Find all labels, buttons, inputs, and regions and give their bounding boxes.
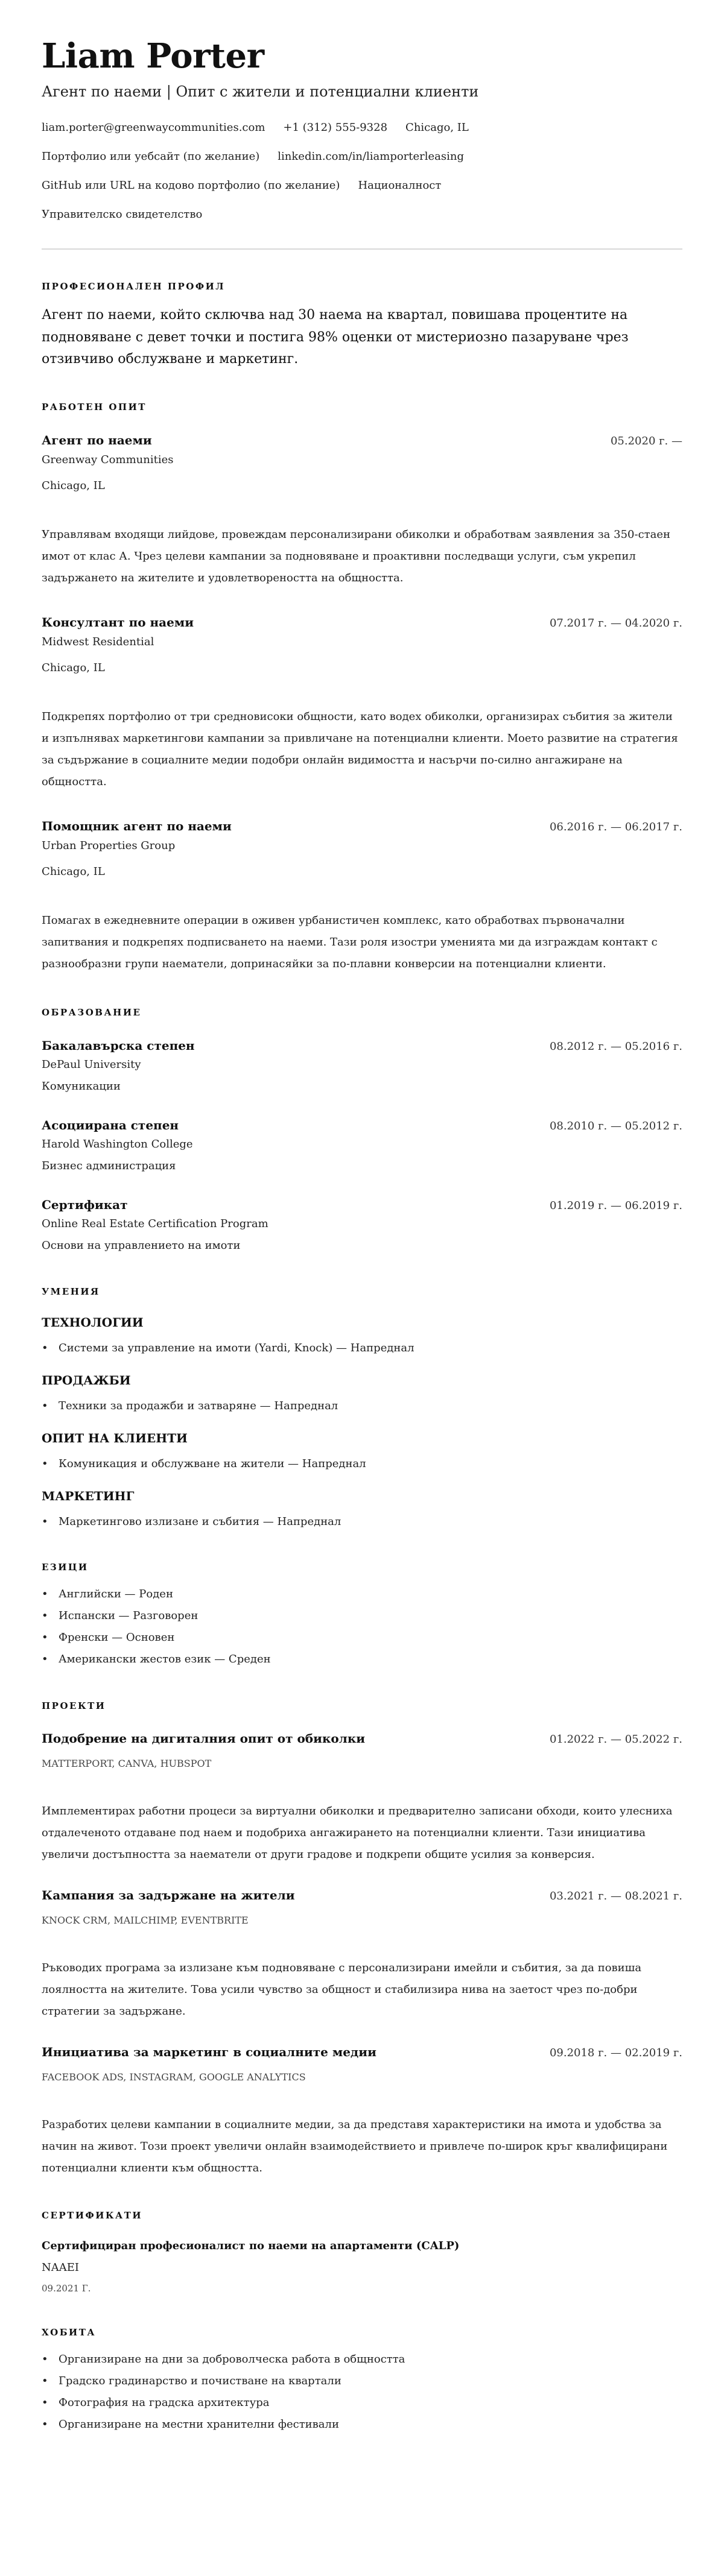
job-company: Greenway Communities [42, 453, 174, 466]
field-of-study: Бизнес администрация [42, 1159, 176, 1172]
contact-linkedin[interactable]: linkedin.com/in/liamporterleasing [278, 150, 465, 163]
skill-list [42, 1337, 682, 1359]
resume [0, 37, 724, 2436]
skill-item: • Маркетингово излизане и събития — Напреднал [42, 1511, 682, 1533]
education-entry [42, 1116, 682, 1178]
project-title: Инициатива за маркетинг в социалните медии [42, 2044, 376, 2059]
school-name: DePaul University [42, 1058, 141, 1071]
contact-license: Управителско свидетелство [42, 208, 203, 221]
job-dates: 07.2017 г. — 04.2020 г. [549, 616, 682, 630]
contact-email[interactable]: liam.porter@greenwaycommunities.com [42, 121, 265, 134]
languages-list [42, 1583, 682, 1670]
skill-list [42, 1395, 682, 1417]
education-list [42, 1036, 682, 1258]
certification-item [42, 2237, 682, 2297]
degree-title: Асоциирана степен [42, 1117, 179, 1132]
school-name: Online Real Estate Certification Program [42, 1217, 268, 1230]
project-dates: 03.2021 г. — 08.2021 г. [549, 1889, 682, 1902]
project-title: Кампания за задържане на жители [42, 1887, 295, 1902]
language-item: • Английски — Роден [42, 1583, 682, 1605]
projects-list [42, 1729, 682, 2179]
experience-list [42, 431, 682, 975]
job-dates: 06.2016 г. — 06.2017 г. [549, 820, 682, 833]
job-entry [42, 431, 682, 589]
degree-title: Сертификат [42, 1197, 128, 1212]
hobby-item: • Фотография на градска архитектура [42, 2392, 682, 2414]
job-location: Chicago, IL [42, 479, 105, 492]
certification-issuer: NAAEI [42, 2261, 79, 2274]
section-heading-education: ОБРАЗОВАНИЕ [42, 1006, 142, 1018]
skill-list [42, 1453, 682, 1475]
job-location: Chicago, IL [42, 865, 105, 878]
project-entry [42, 1886, 682, 2022]
education-header [42, 1116, 682, 1135]
job-title: Помощник агент по наеми [42, 818, 232, 833]
skills-list [42, 1313, 682, 1533]
language-item: • Американски жестов език — Среден [42, 1649, 682, 1670]
certification-date: 09.2021 Г. [42, 2282, 91, 2294]
skill-item: • Системи за управление на имоти (Yardi, Knock) — Напреднал [42, 1337, 682, 1359]
project-title: Подобрение на дигиталния опит от обиколки [42, 1731, 366, 1746]
field-of-study: Комуникации [42, 1079, 121, 1093]
divider [42, 248, 682, 250]
contact-list [42, 121, 585, 222]
job-header [42, 613, 682, 632]
certification-title: Сертифициран професионалист по наеми на апартаменти (CALP) [42, 2239, 460, 2252]
hobby-item: • Организиране на местни хранителни фестивали [42, 2414, 682, 2436]
skill-item: • Техники за продажби и затваряне — Напреднал [42, 1395, 682, 1417]
skill-group-heading: ТЕХНОЛОГИИ [42, 1315, 144, 1330]
education-dates: 08.2012 г. — 05.2016 г. [549, 1040, 682, 1053]
job-dates: 05.2020 г. — [610, 434, 682, 447]
skill-list [42, 1511, 682, 1533]
skill-group-heading: ПРОДАЖБИ [42, 1372, 131, 1387]
job-header [42, 816, 682, 836]
job-description: Помагах в ежедневните операции в оживен урбанистичен комплекс, като обработвах първоначални запитвания и подкрепях подписването на наеми. Тази роля изостри уменията ми да изграждам контакт с разнообразни групи наематели, допринасяйки за по-плавни конверсии на потенциални клиенти. [42, 914, 658, 970]
project-description: Разработих целеви кампании в социалните медии, за да представя характеристики на имота и удобства за начин на живот. Този проект увеличи онлайн взаимодействието и привлече по-широк кръг квалифицирани потенциални клиенти към общността. [42, 2118, 668, 2174]
skill-item: • Комуникация и обслужване на жители — Напреднал [42, 1453, 682, 1475]
degree-title: Бакалавърска степен [42, 1038, 195, 1053]
project-technologies: FACEBOOK ADS, INSTAGRAM, GOOGLE ANALYTICS [42, 2071, 306, 2083]
headline: Агент по наеми | Опит с жители и потенциални клиенти [42, 83, 479, 100]
school-name: Harold Washington College [42, 1137, 193, 1151]
job-company: Urban Properties Group [42, 839, 176, 852]
section-heading-skills: УМЕНИЯ [42, 1286, 100, 1297]
education-dates: 08.2010 г. — 05.2012 г. [549, 1119, 682, 1132]
education-entry [42, 1036, 682, 1099]
job-description: Подкрепях портфолио от три средновисоки общности, като водех обиколки, организирах събития за жители и изпълнявах маркетингови кампании за привличане на потенциални клиенти. Моето развитие на стратегия за съдържание в социалните медии подобри онлайн видимостта и насърчи по-силно ангажиране на общността. [42, 710, 678, 788]
project-header [42, 2042, 682, 2062]
hobbies-list [42, 2349, 682, 2436]
language-item: • Френски — Основен [42, 1627, 682, 1649]
contact-phone: +1 (312) 555-9328 [283, 121, 388, 134]
project-technologies: KNOCK CRM, MAILCHIMP, EVENTBRITE [42, 1914, 249, 1926]
field-of-study: Основи на управлението на имоти [42, 1239, 241, 1252]
section-heading-hobbies: ХОБИТА [42, 2326, 97, 2338]
hobby-item: • Градско градинарство и почистване на квартали [42, 2370, 682, 2392]
job-header [42, 431, 682, 450]
project-description: Имплементирах работни процеси за виртуални обиколки и предварително записани обходи, които улесниха отдалеченото отдаване под наем и подобриха ангажирането на потенциални клиенти. Тази инициатива увеличи достъпността за наематели от други градове и подкрепи общите усилия за конверсия. [42, 1804, 673, 1861]
project-header [42, 1729, 682, 1748]
project-dates: 09.2018 г. — 02.2019 г. [549, 2046, 682, 2059]
project-entry [42, 1729, 682, 1866]
project-technologies: MATTERPORT, CANVA, HUBSPOT [42, 1757, 212, 1769]
job-entry [42, 816, 682, 975]
contact-portfolio: Портфолио или уебсайт (по желание) [42, 150, 260, 163]
job-description: Управлявам входящи лийдове, провеждам персонализирани обиколки и обработвам заявления за 350-стаен имот от клас А. Чрез целеви кампании за подновяване и проактивни последващи услуги, съм укрепил задържането на жителите и удовлетвореността на общността. [42, 528, 670, 584]
skill-group-heading: ОПИТ НА КЛИЕНТИ [42, 1430, 188, 1445]
education-header [42, 1036, 682, 1055]
section-heading-profile: ПРОФЕСИОНАЛЕН ПРОФИЛ [42, 281, 226, 292]
contact-nationality: Националност [358, 179, 442, 192]
project-description: Ръководих програма за излизане към подновяване с персонализирани имейли и събития, за да повиша лоялността на жителите. Това усили чувство за общност и стабилизира нива на заетост чрез по-добри стратегии за задържане. [42, 1961, 642, 2018]
candidate-name: Liam Porter [42, 36, 264, 76]
job-title: Консултант по наеми [42, 614, 194, 630]
skill-group-heading: МАРКЕТИНГ [42, 1488, 135, 1503]
education-entry [42, 1195, 682, 1258]
hobby-item: • Организиране на дни за доброволческа работа в общността [42, 2349, 682, 2370]
project-entry [42, 2042, 682, 2179]
contact-location: Chicago, IL [405, 121, 469, 134]
job-title: Агент по наеми [42, 432, 152, 447]
section-heading-languages: ЕЗИЦИ [42, 1561, 89, 1573]
job-location: Chicago, IL [42, 661, 105, 674]
language-item: • Испански — Разговорен [42, 1605, 682, 1627]
section-heading-projects: ПРОЕКТИ [42, 1700, 106, 1711]
job-entry [42, 613, 682, 793]
job-company: Midwest Residential [42, 635, 154, 648]
contact-github: GitHub или URL на кодово портфолио (по желание) [42, 179, 340, 192]
section-heading-experience: РАБОТЕН ОПИТ [42, 401, 147, 412]
project-dates: 01.2022 г. — 05.2022 г. [549, 1732, 682, 1746]
project-header [42, 1886, 682, 1905]
section-heading-certifications: СЕРТИФИКАТИ [42, 2209, 143, 2221]
profile-summary: Агент по наеми, който сключва над 30 наема на квартал, повишава процентите на подновяване с девет точки и постига 98% оценки от мистериозно пазаруване чрез отзивчиво обслужване и маркетинг. [42, 308, 629, 367]
education-header [42, 1195, 682, 1214]
education-dates: 01.2019 г. — 06.2019 г. [549, 1199, 682, 1212]
